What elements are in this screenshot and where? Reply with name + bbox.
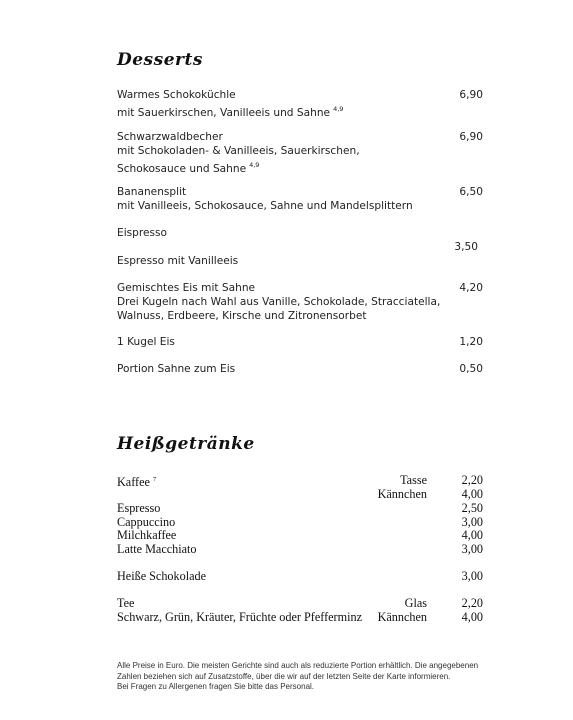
item-price: 6,90: [459, 89, 483, 101]
item-price: 0,50: [459, 363, 483, 375]
item-title: 1 Kugel Eis: [117, 336, 175, 348]
additive-note: 4,9: [249, 161, 260, 169]
item-price: 2,20: [461, 596, 483, 610]
serving-unit: Kännchen: [377, 487, 427, 501]
item-title: Portion Sahne zum Eis: [117, 363, 236, 375]
item-title: Milchkaffee: [117, 528, 177, 542]
item-price: 3,00: [461, 542, 483, 556]
item-title: Cappuccino: [117, 515, 176, 529]
item-title: Tee: [117, 596, 135, 610]
footer-line: Alle Preise in Euro. Die meisten Gerichte sind auch als reduzierte Portion erhältlich. Die angegebenen: [117, 661, 479, 670]
footer-line: Zahlen beziehen sich auf Zusatzstoffe, über die wir auf der letzten Seite der Karte informieren.: [117, 671, 451, 681]
item-title: Latte Macchiato: [117, 542, 197, 556]
footer-note: [117, 661, 478, 693]
item-description: Walnuss, Erdbeere, Kirsche und Zitronensorbet: [117, 310, 367, 322]
item-price: 2,50: [461, 501, 483, 515]
item-description: [117, 158, 259, 176]
item-price: 3,00: [461, 515, 483, 529]
item-price: 4,00: [461, 528, 483, 542]
item-price: 4,20: [459, 282, 483, 294]
item-title: Eispresso: [117, 227, 168, 239]
item-title: Schwarzwaldbecher: [117, 131, 223, 143]
additive-note: 4,9: [333, 105, 344, 113]
item-description: mit Vanilleeis, Schokosauce, Sahne und Mandelsplittern: [117, 200, 413, 212]
item-description: Drei Kugeln nach Wahl aus Vanille, Schokolade, Stracciatella,: [117, 296, 441, 308]
item-description-text: Schokosauce und Sahne: [117, 163, 247, 175]
item-description: Schwarz, Grün, Kräuter, Früchte oder Pfefferminz: [117, 610, 362, 624]
item-description: [117, 102, 343, 120]
item-price: 4,00: [461, 610, 483, 624]
serving-unit: Glas: [404, 596, 427, 610]
item-price: 3,00: [461, 569, 483, 583]
item-price: 6,50: [459, 186, 483, 198]
item-price: 2,20: [461, 473, 483, 487]
item-description: mit Schokoladen- & Vanilleeis, Sauerkirschen,: [117, 145, 360, 157]
item-title-text: Kaffee: [117, 475, 150, 489]
item-price: 3,50: [454, 241, 478, 253]
item-price: 6,90: [459, 131, 483, 143]
additive-note: 7: [152, 476, 157, 483]
item-title: Warmes Schokoküchle: [117, 89, 236, 101]
serving-unit: Kännchen: [377, 610, 427, 624]
serving-unit: Tasse: [400, 473, 427, 487]
item-title: [117, 473, 156, 489]
item-price: 4,00: [461, 487, 483, 501]
item-title: Heiße Schokolade: [117, 569, 207, 583]
item-price: 1,20: [459, 336, 483, 348]
item-title: Espresso: [117, 501, 161, 515]
footer-line: Bei Fragen zu Allergenen fragen Sie bitte das Personal.: [117, 682, 315, 692]
item-description-text: mit Sauerkirschen, Vanilleeis und Sahne: [117, 107, 331, 119]
item-title: Gemischtes Eis mit Sahne: [117, 282, 256, 294]
item-title: Espresso mit Vanilleeis: [117, 255, 239, 267]
hot-drinks-heading: Heißgetränke: [117, 434, 255, 454]
desserts-heading: Desserts: [117, 50, 203, 70]
item-title: Bananensplit: [117, 186, 187, 198]
